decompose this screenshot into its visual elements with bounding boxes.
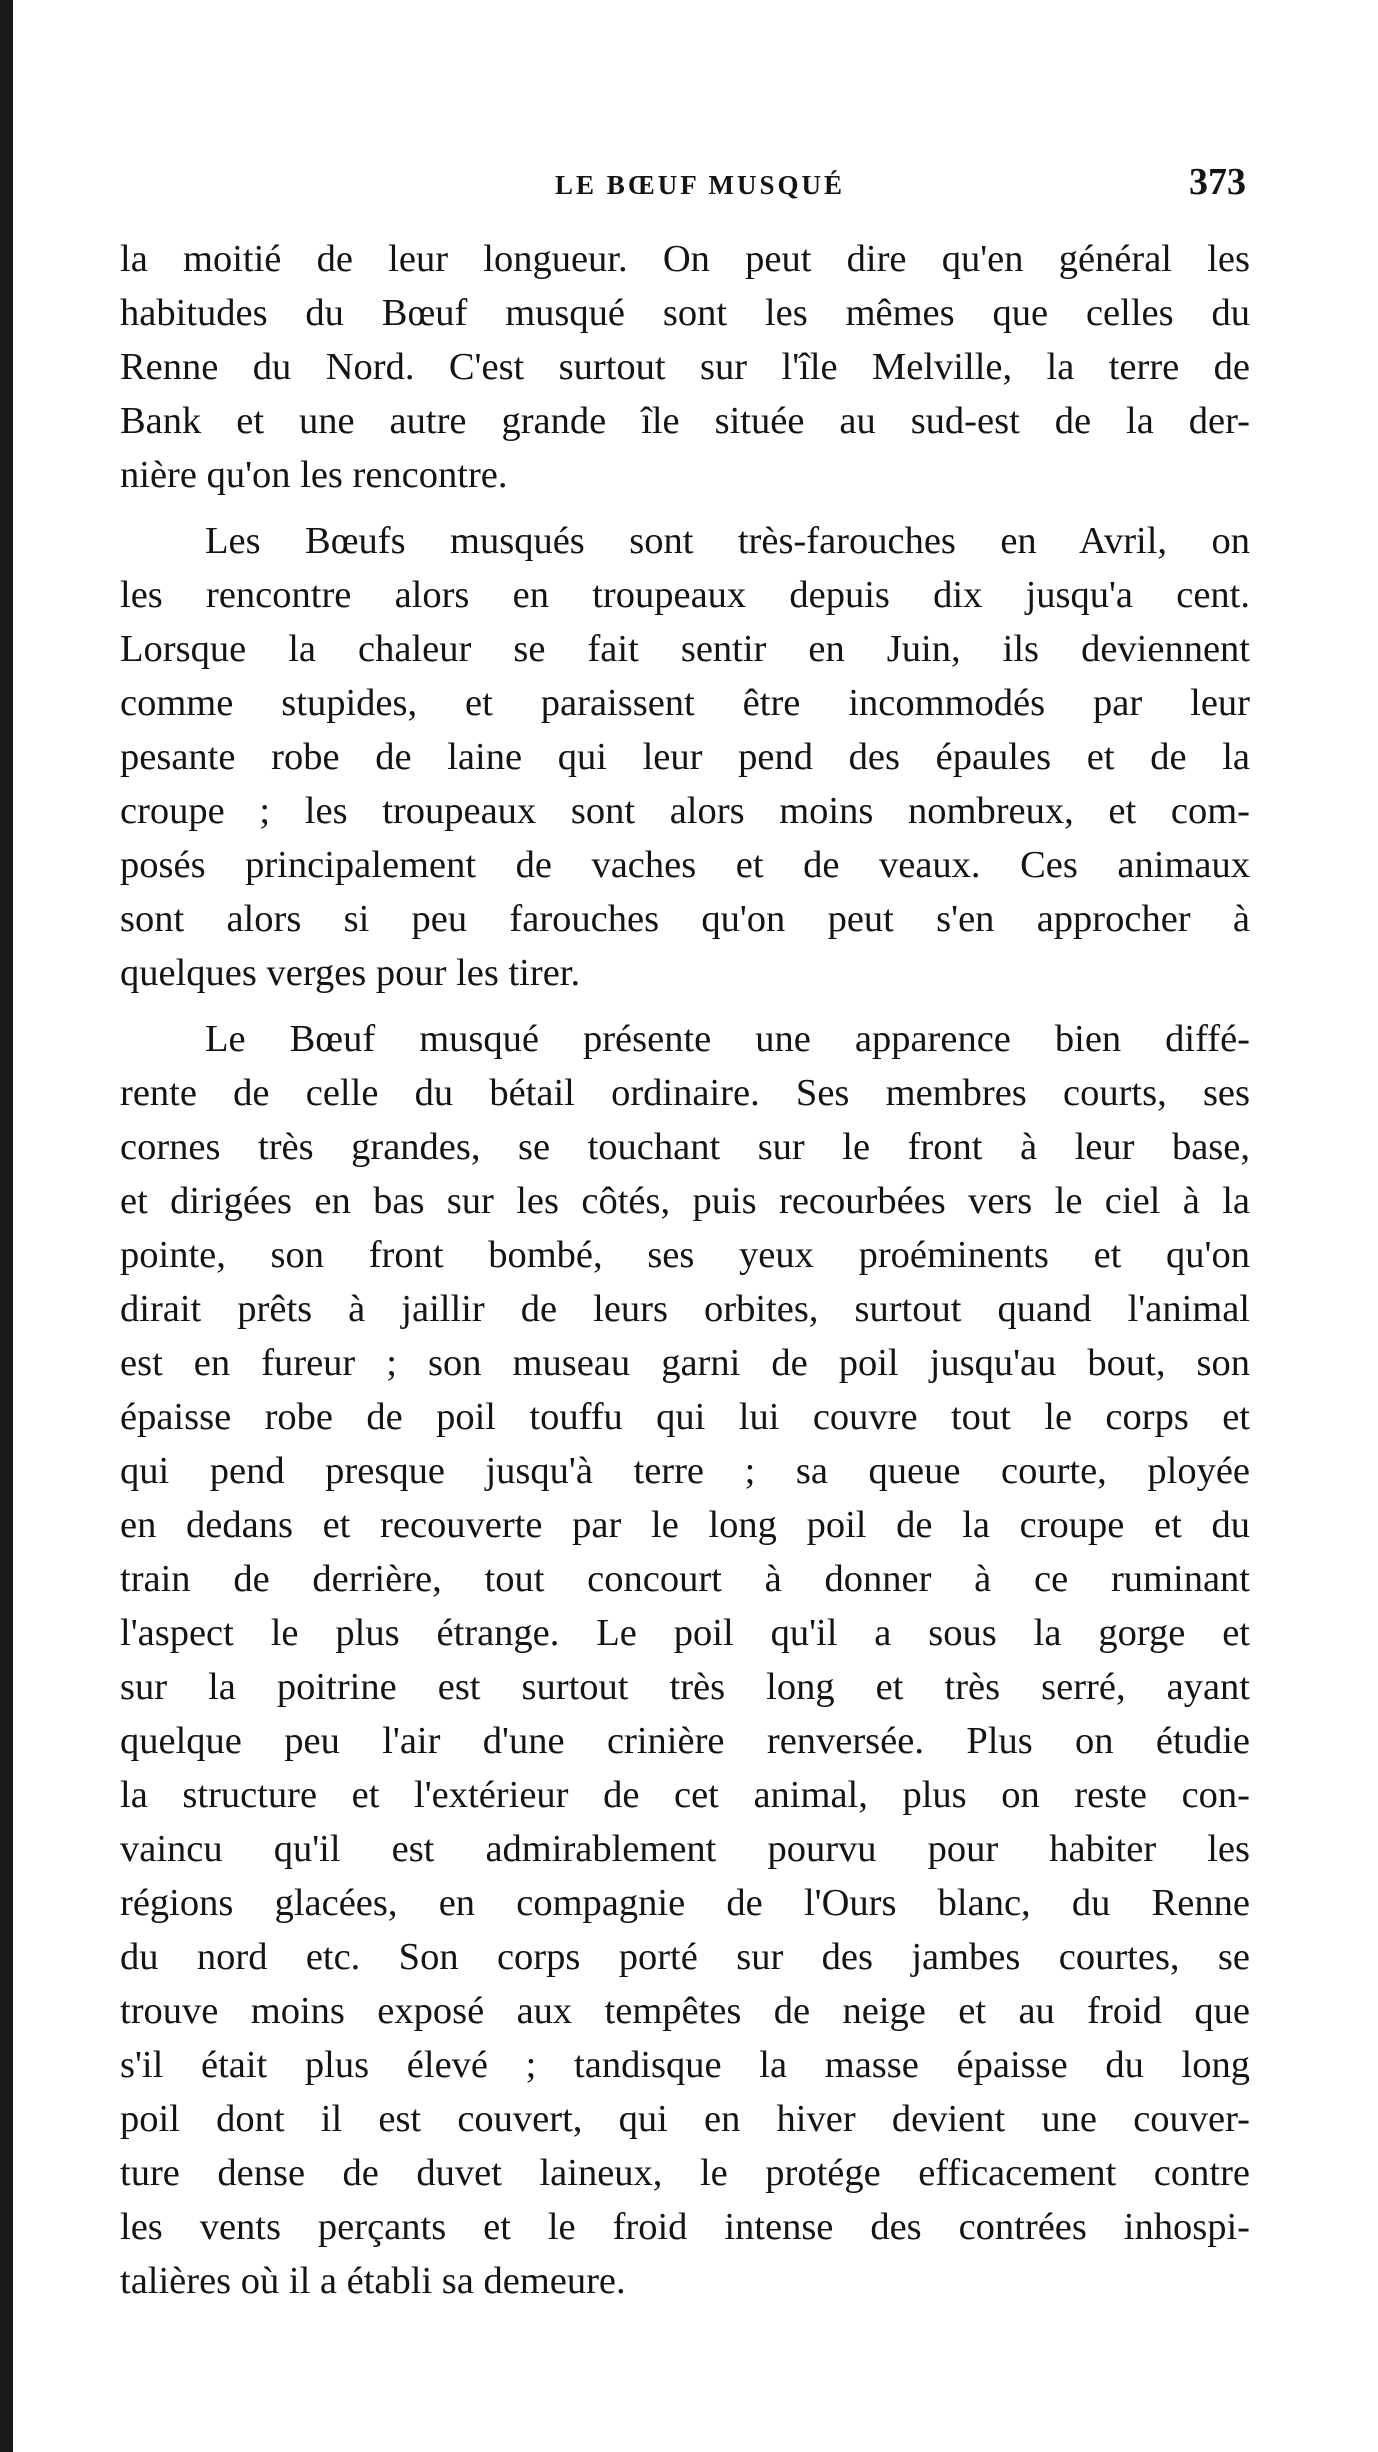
text-line: trouve moins exposé aux tempêtes de neige et au froid que [120,1990,1250,2032]
text-line: nière qu'on les rencontre. [120,454,508,496]
text-line: cornes très grandes, se touchant sur le front à leur base, [120,1126,1250,1168]
text-line: s'il était plus élevé ; tandisque la masse épaisse du long [120,2044,1250,2086]
text-line: rente de celle du bétail ordinaire. Ses membres courts, ses [120,1072,1250,1114]
text-line: régions glacées, en compagnie de l'Ours blanc, du Renne [120,1882,1250,1924]
text-line: l'aspect le plus étrange. Le poil qu'il a sous la gorge et [120,1612,1250,1654]
paragraph-2 [120,514,1250,1000]
text-line: pointe, son front bombé, ses yeux proéminents et qu'on [120,1234,1250,1276]
paragraph-3 [120,1012,1250,2308]
page-number: 373 [1189,161,1246,203]
running-title: LE BŒUF MUSQUÉ [555,170,846,200]
text-line: qui pend presque jusqu'à terre ; sa queue courte, ployée [120,1450,1250,1492]
text-line: pesante robe de laine qui leur pend des épaules et de la [120,736,1250,778]
text-line: talières où il a établi sa demeure. [120,2260,626,2302]
paragraph-1 [120,232,1250,502]
text-line: Bank et une autre grande île située au sud-est de la der- [120,400,1250,442]
text-line: Renne du Nord. C'est surtout sur l'île Melville, la terre de [120,346,1250,388]
text-line: sur la poitrine est surtout très long et très serré, ayant [120,1666,1250,1708]
text-line: est en fureur ; son museau garni de poil jusqu'au bout, son [120,1342,1250,1384]
text-line: Le Bœuf musqué présente une apparence bien diffé- [205,1018,1250,1060]
text-line: habitudes du Bœuf musqué sont les mêmes que celles du [120,292,1250,334]
text-line: quelque peu l'air d'une crinière renversée. Plus on étudie [120,1720,1250,1762]
text-line: sont alors si peu farouches qu'on peut s'en approcher à [120,898,1250,940]
text-line: en dedans et recouverte par le long poil de la croupe et du [120,1504,1250,1546]
text-line: vaincu qu'il est admirablement pourvu pour habiter les [120,1828,1250,1870]
text-line: ture dense de duvet laineux, le protége efficacement contre [120,2152,1250,2194]
text-line: poil dont il est couvert, qui en hiver devient une couver- [120,2098,1250,2140]
page-edge-shadow [0,0,13,2452]
text-line: dirait prêts à jaillir de leurs orbites, surtout quand l'animal [120,1288,1250,1330]
text-line: les vents perçants et le froid intense des contrées inhospi- [120,2206,1250,2248]
text-line: épaisse robe de poil touffu qui lui couvre tout le corps et [120,1396,1250,1438]
text-line: posés principalement de vaches et de veaux. Ces animaux [120,844,1250,886]
text-line: du nord etc. Son corps porté sur des jambes courtes, se [120,1936,1250,1978]
text-line: et dirigées en bas sur les côtés, puis recourbées vers le ciel à la [120,1180,1250,1222]
body-text [120,232,1250,2320]
text-line: comme stupides, et paraissent être incommodés par leur [120,682,1250,724]
text-line: Les Bœufs musqués sont très-farouches en Avril, on [205,520,1250,562]
text-line: la moitié de leur longueur. On peut dire qu'en général les [120,238,1250,280]
text-line: Lorsque la chaleur se fait sentir en Juin, ils deviennent [120,628,1250,670]
text-line: la structure et l'extérieur de cet animal, plus on reste con- [120,1774,1250,1816]
text-line: croupe ; les troupeaux sont alors moins nombreux, et com- [120,790,1250,832]
text-line: les rencontre alors en troupeaux depuis dix jusqu'a cent. [120,574,1250,616]
text-line: quelques verges pour les tirer. [120,952,581,994]
text-line: train de derrière, tout concourt à donner à ce ruminant [120,1558,1250,1600]
running-header [0,160,1378,210]
